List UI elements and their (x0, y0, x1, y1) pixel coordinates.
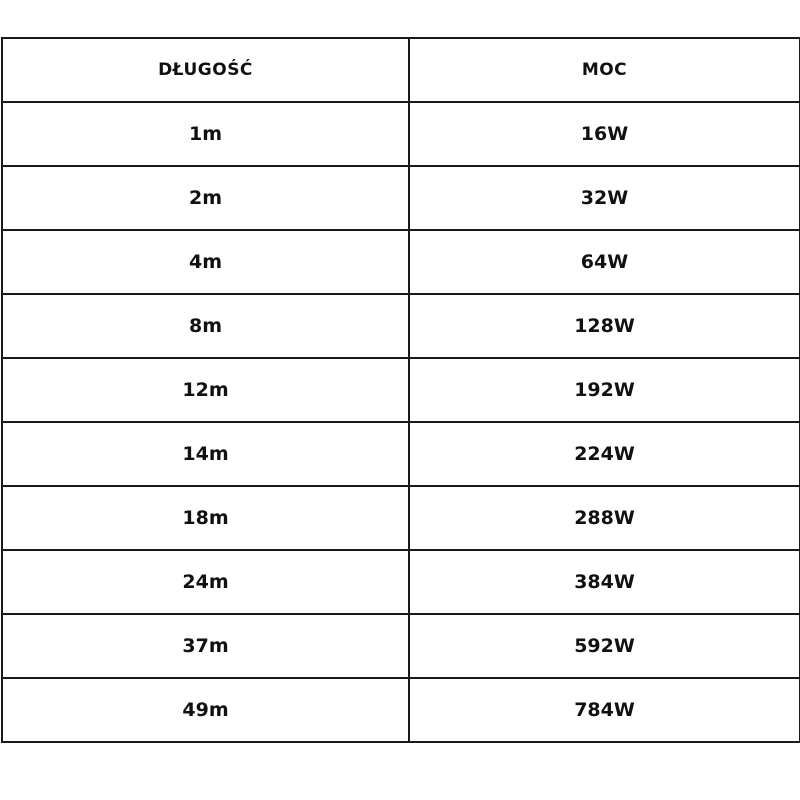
table-row (2, 294, 800, 358)
length-power-table (1, 37, 800, 743)
cell-length: 37m (2, 614, 409, 678)
cell-power: 32W (409, 166, 800, 230)
cell-length: 1m (2, 102, 409, 166)
cell-length: 12m (2, 358, 409, 422)
cell-length: 14m (2, 422, 409, 486)
header-power: MOC (409, 38, 800, 102)
table-row (2, 358, 800, 422)
table-row (2, 230, 800, 294)
cell-length: 4m (2, 230, 409, 294)
table-row (2, 166, 800, 230)
cell-power: 192W (409, 358, 800, 422)
cell-length: 8m (2, 294, 409, 358)
table-row (2, 678, 800, 742)
table-row (2, 102, 800, 166)
cell-power: 64W (409, 230, 800, 294)
cell-power: 288W (409, 486, 800, 550)
cell-power: 784W (409, 678, 800, 742)
cell-length: 18m (2, 486, 409, 550)
cell-length: 49m (2, 678, 409, 742)
cell-power: 128W (409, 294, 800, 358)
cell-length: 2m (2, 166, 409, 230)
table-row (2, 614, 800, 678)
cell-power: 384W (409, 550, 800, 614)
table-row (2, 486, 800, 550)
table-row (2, 422, 800, 486)
cell-power: 592W (409, 614, 800, 678)
cell-length: 24m (2, 550, 409, 614)
cell-power: 224W (409, 422, 800, 486)
table-row (2, 550, 800, 614)
cell-power: 16W (409, 102, 800, 166)
table-header-row (2, 38, 800, 102)
header-length: DŁUGOŚĆ (2, 38, 409, 102)
